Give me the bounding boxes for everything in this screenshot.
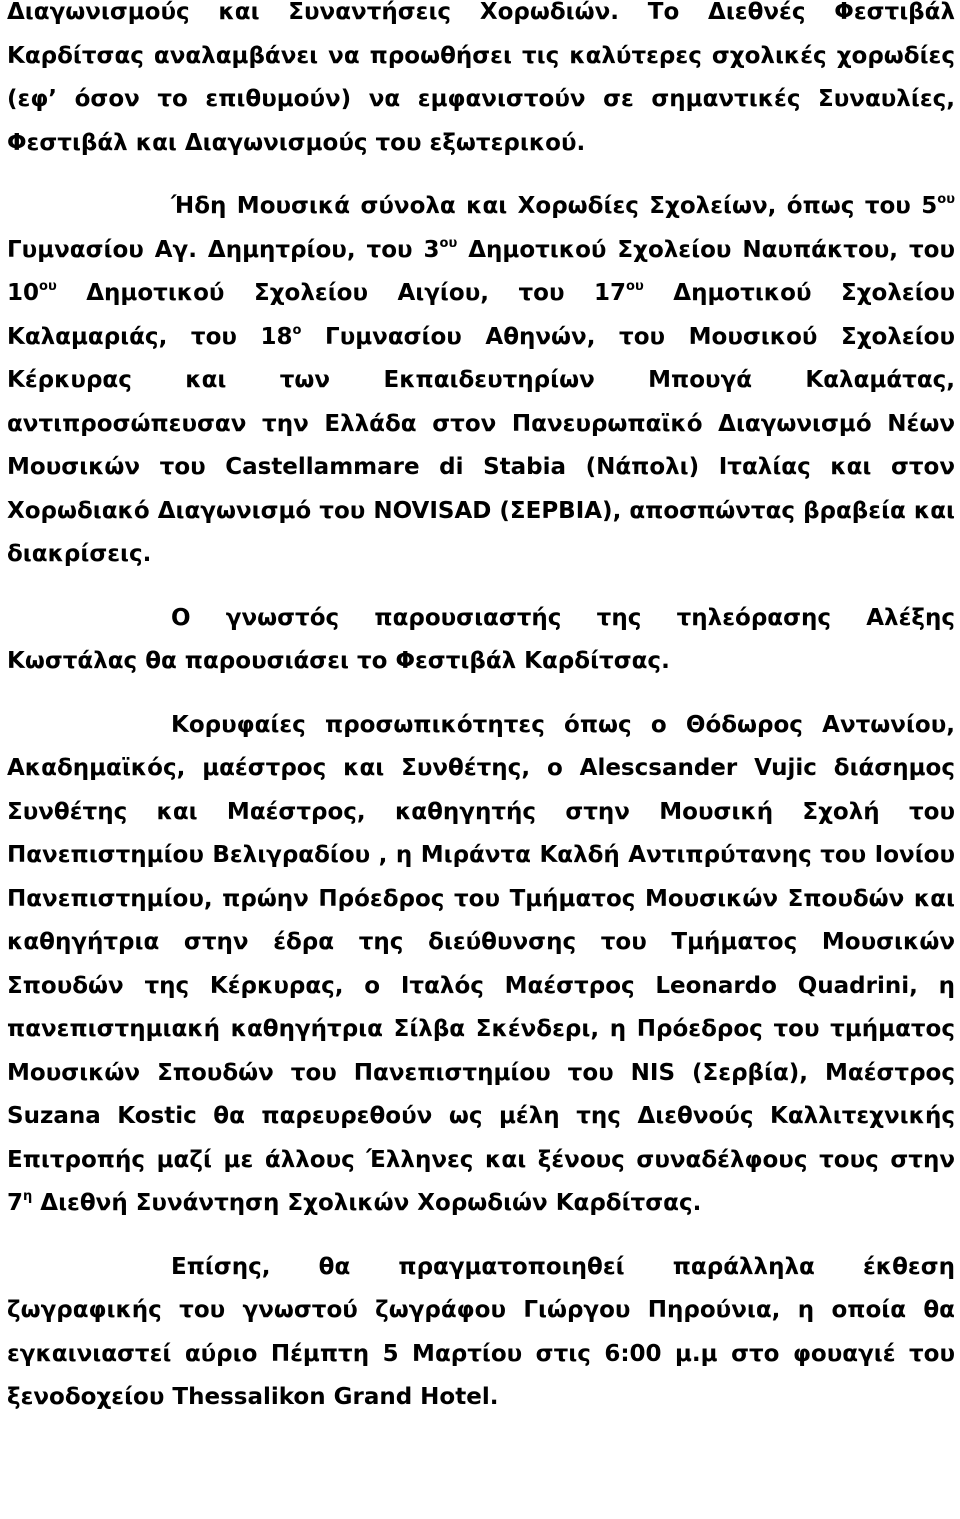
paragraph-exhibition: Επίσης, θα πραγματοποιηθεί παράλληλα έκθεση ζωγραφικής του γνωστού ζωγράφου Γιώργου Πηρούνια, η οποία θα εγκαινιαστεί αύριο Πέμπτη 5 Μαρτίου στις 6:00 μ.μ στο φουαγιέ του ξενοδοχείου Thessalikon Grand Hotel. — [7, 1253, 955, 1410]
text-run: Γυμνασίου Αθηνών, του Μουσικού Σχολείου Κέρκυρας και των Εκπαιδευτηρίων Μπουγά Καλαμάτας, αντιπροσώπευσαν την Ελλάδα στον Πανευρωπαϊκό Διαγωνισμό Νέων Μουσικών του Castellammare di Stabia (Νάπολι) Ιταλίας και στον Χορωδιακό Διαγωνισμό του NOVISAD (ΣΕΡΒΙΑ), αποσπώντας βραβεία και διακρίσεις. — [7, 323, 956, 567]
ordinal-superscript: ου — [39, 279, 57, 294]
ordinal-superscript: ου — [439, 235, 458, 251]
text-run: Κορυφαίες προσωπικότητες όπως ο Θόδωρος Αντωνίου, Ακαδημαϊκός, μαέστρος και Συνθέτης, ο Alescsander Vujic διάσημος Συνθέτης και Μαέστρος, καθηγητής στην Μουσική Σχολή του Πανεπιστημίου Βελιγραδίου , η Μιράντα Καλδή Αντιπρύτανης του Ιονίου Πανεπιστημίου, πρώην Πρόεδρος του Τμήματος Μουσικών Σπουδών και καθηγήτρια στην έδρα της διεύθυνσης του Τμήματος Μουσικών Σπουδών της Κέρκυρας, ο Ιταλός Μαέστρος Leonardo Quadrini, η πανεπιστημιακή καθηγήτρια Σίλβα Σκένδερι, η Πρόεδρος του τμήματος Μουσικών Σπουδών του Πανεπιστημίου του NIS (Σερβία), Μαέστρος Suzana Kostic θα παρευρεθούν ως μέλη της Διεθνούς Καλλιτεχνικής Επιτροπής μαζί με άλλους Έλληνες και ξένους συναδέλφους τους στην 7 — [7, 711, 955, 1216]
paragraph-school-ensembles — [7, 185, 955, 577]
text-run: Διεθνή Συνάντηση Σχολικών Χορωδιών Καρδίτσας. — [32, 1190, 702, 1216]
paragraph-presenter: Ο γνωστός παρουσιαστής της τηλεόρασης Αλέξης Κωστάλας θα παρουσιάσει το Φεστιβάλ Καρδίτσας. — [7, 604, 955, 674]
text-run: Δημοτικού Σχολείου Αιγίου, του 17 — [56, 280, 627, 306]
text-run: Ήδη Μουσικά σύνολα και Χορωδίες Σχολείων, όπως του 5 — [171, 193, 938, 219]
paragraph-personalities — [7, 704, 955, 1226]
text-run: Γυμνασίου Αγ. Δημητρίου, του 3 — [7, 236, 440, 263]
text-run: Δημοτικού Σχολείου Καλαμαριάς, του 18 — [7, 280, 956, 350]
paragraph-competitions: Διαγωνισμούς και Συναντήσεις Χορωδιών. Το Διεθνές Φεστιβάλ Καρδίτσας αναλαμβάνει να προωθήσει τις καλύτερες σχολικές χορωδίες (εφ’ όσον το επιθυμούν) να εμφανιστούν σε σημαντικές Συναυλίες, Φεστιβάλ και Διαγωνισμούς του εξωτερικού. — [7, 0, 955, 156]
ordinal-superscript: ου — [626, 279, 644, 294]
ordinal-superscript: ου — [937, 192, 955, 207]
text-run: Δημοτικού Σχολείου Ναυπάκτου, του 10 — [7, 236, 956, 306]
ordinal-superscript: ο — [292, 322, 302, 338]
ordinal-superscript: η — [23, 1189, 33, 1204]
